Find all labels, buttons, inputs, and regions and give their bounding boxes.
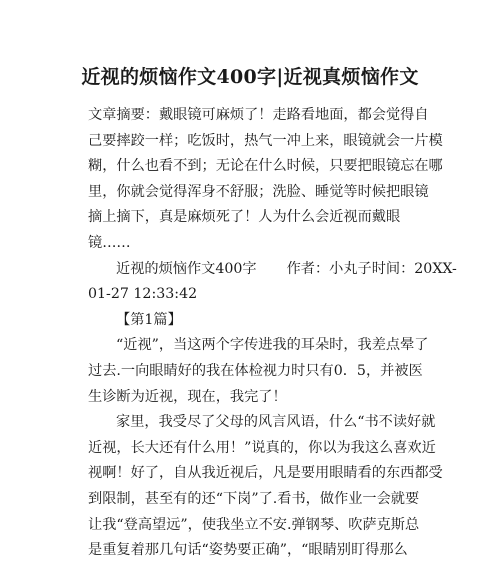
paragraph <box>88 333 429 410</box>
meta-date: 01-27 12:33:42 <box>88 286 198 303</box>
abstract-line: 摘上摘下，真是麻烦死了！人为什么会近视而戴眼 <box>88 209 401 226</box>
paragraph <box>88 410 443 564</box>
paragraph-line: 过去.一向眼睛好的我在体检视力时只有0．5，并被医 <box>88 362 423 379</box>
abstract-block <box>88 103 443 257</box>
paragraph-line: 近视，长大还有什么用！”说真的，你以为我这么喜欢近 <box>88 439 436 456</box>
meta-author: 作者：小丸子时间：20XX- <box>286 260 457 277</box>
abstract-line: 文章摘要：戴眼镜可麻烦了！走路看地面，都会觉得自 <box>88 107 429 123</box>
meta-title: 近视的烦恼作文400字 <box>116 260 257 277</box>
paragraph-line: 是重复着那几句话“姿势要正确”，“眼睛别盯得那么 <box>88 542 408 559</box>
paragraph-line: 生诊断为近视，现在，我完了！ <box>88 388 287 405</box>
section-label: 【第1篇】 <box>116 311 182 328</box>
abstract-line: 里，你就会觉得浑身不舒服；洗脸、睡觉等时候把眼镜 <box>88 183 429 200</box>
abstract-line: 己要摔跤一样；吃饭时，热气一冲上来，眼镜就会一片模 <box>88 132 443 149</box>
paragraph-line: 视啊！好了，自从我近视后，凡是要用眼睛看的东西都受 <box>88 465 443 482</box>
paragraph-line: 到限制，甚至有的还“下岗”了.看书，做作业一会就要 <box>88 490 420 507</box>
abstract-line: 糊，什么也看不到；无论在什么时候，只要把眼镜忘在哪 <box>88 158 443 175</box>
paragraph-line: “近视”，当这两个字传进我的耳朵时，我差点晕了 <box>116 337 429 354</box>
abstract-line: 镜…… <box>88 234 131 251</box>
page-title: 近视的烦恼作文400字|近视真烦恼作文 <box>81 66 419 88</box>
paragraph-line: 让我“登高望远”，使我坐立不安.弹钢琴、吹萨克斯总 <box>88 516 420 533</box>
meta-line <box>88 257 457 283</box>
meta-block <box>88 257 457 308</box>
document-body <box>88 103 457 564</box>
paragraph-line: 家里，我受尽了父母的风言风语，什么“书不读好就 <box>116 414 436 431</box>
